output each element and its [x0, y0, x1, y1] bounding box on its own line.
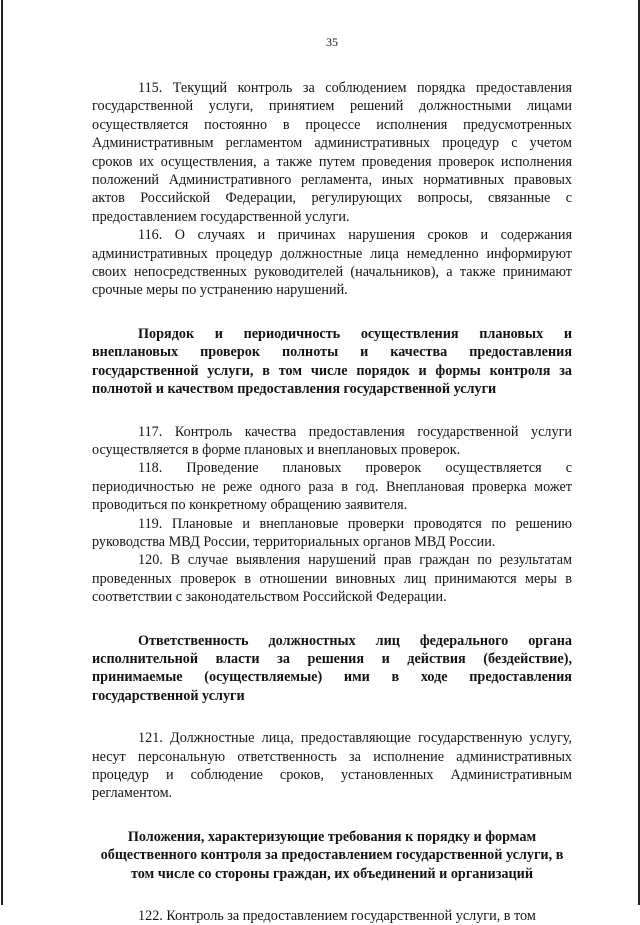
- paragraph-120: 120. В случае выявления нарушений прав граждан по результатам проведенных проверок в отношении виновных лиц принимаются меры в соответствии с законодательством Российской Федерации.: [92, 552, 572, 606]
- paragraph-119: 119. Плановые и внеплановые проверки проводятся по решению руководства МВД России, территориальных органов МВД России.: [92, 515, 572, 550]
- paragraph-117: 117. Контроль качества предоставления государственной услуги осуществляется в форме плановых и внеплановых проверок.: [92, 423, 572, 458]
- section-heading-public-control: Положения, характеризующие требования к порядку и формам общественного контроля за предоставлением государственной услуги, в том числе со стороны граждан, их объединений и организаций: [100, 828, 564, 882]
- paragraph-118: 118. Проведение плановых проверок осуществляется с периодичностью не реже одного раза в год. Внеплановая проверка может проводиться по конкретному обращению заявителя.: [92, 460, 572, 514]
- page-number: 35: [326, 35, 338, 49]
- paragraph-121: 121. Должностные лица, предоставляющие государственную услугу, несут персональную ответственность за исполнение административных процедур и соблюдение сроков, установленных Административным регламентом.: [92, 730, 572, 802]
- paragraph-115: 115. Текущий контроль за соблюдением порядка предоставления государственной услуги, принятием решений должностными лицами осуществляется постоянно в процессе исполнения предусмотренных Административным регламентом административных процедур с учетом сроков их осуществления, а также путем проведения проверок исполнения положений Административного регламента, иных нормативных правовых актов Российской Федерации, регулирующих вопросы, связанные с предоставлением государственной услуги.: [92, 80, 572, 225]
- paragraph-122: 122. Контроль за предоставлением государственной услуги, в том: [138, 908, 536, 925]
- section-heading-responsibility: Ответственность должностных лиц федерального органа исполнительной власти за решения и действия (бездействие), принимаемые (осуществляемые) ими в ходе предоставления государственной услуги: [92, 632, 572, 704]
- section-heading-inspections: Порядок и периодичность осуществления плановых и внеплановых проверок полноты и качества предоставления государственной услуги, в том числе порядок и формы контроля за полнотой и качеством предоставления государственной услуги: [92, 325, 572, 398]
- paragraph-116: 116. О случаях и причинах нарушения сроков и содержания административных процедур должностные лица немедленно информируют своих непосредственных руководителей (начальников), а также принимают срочные меры по устранению нарушений.: [92, 227, 572, 299]
